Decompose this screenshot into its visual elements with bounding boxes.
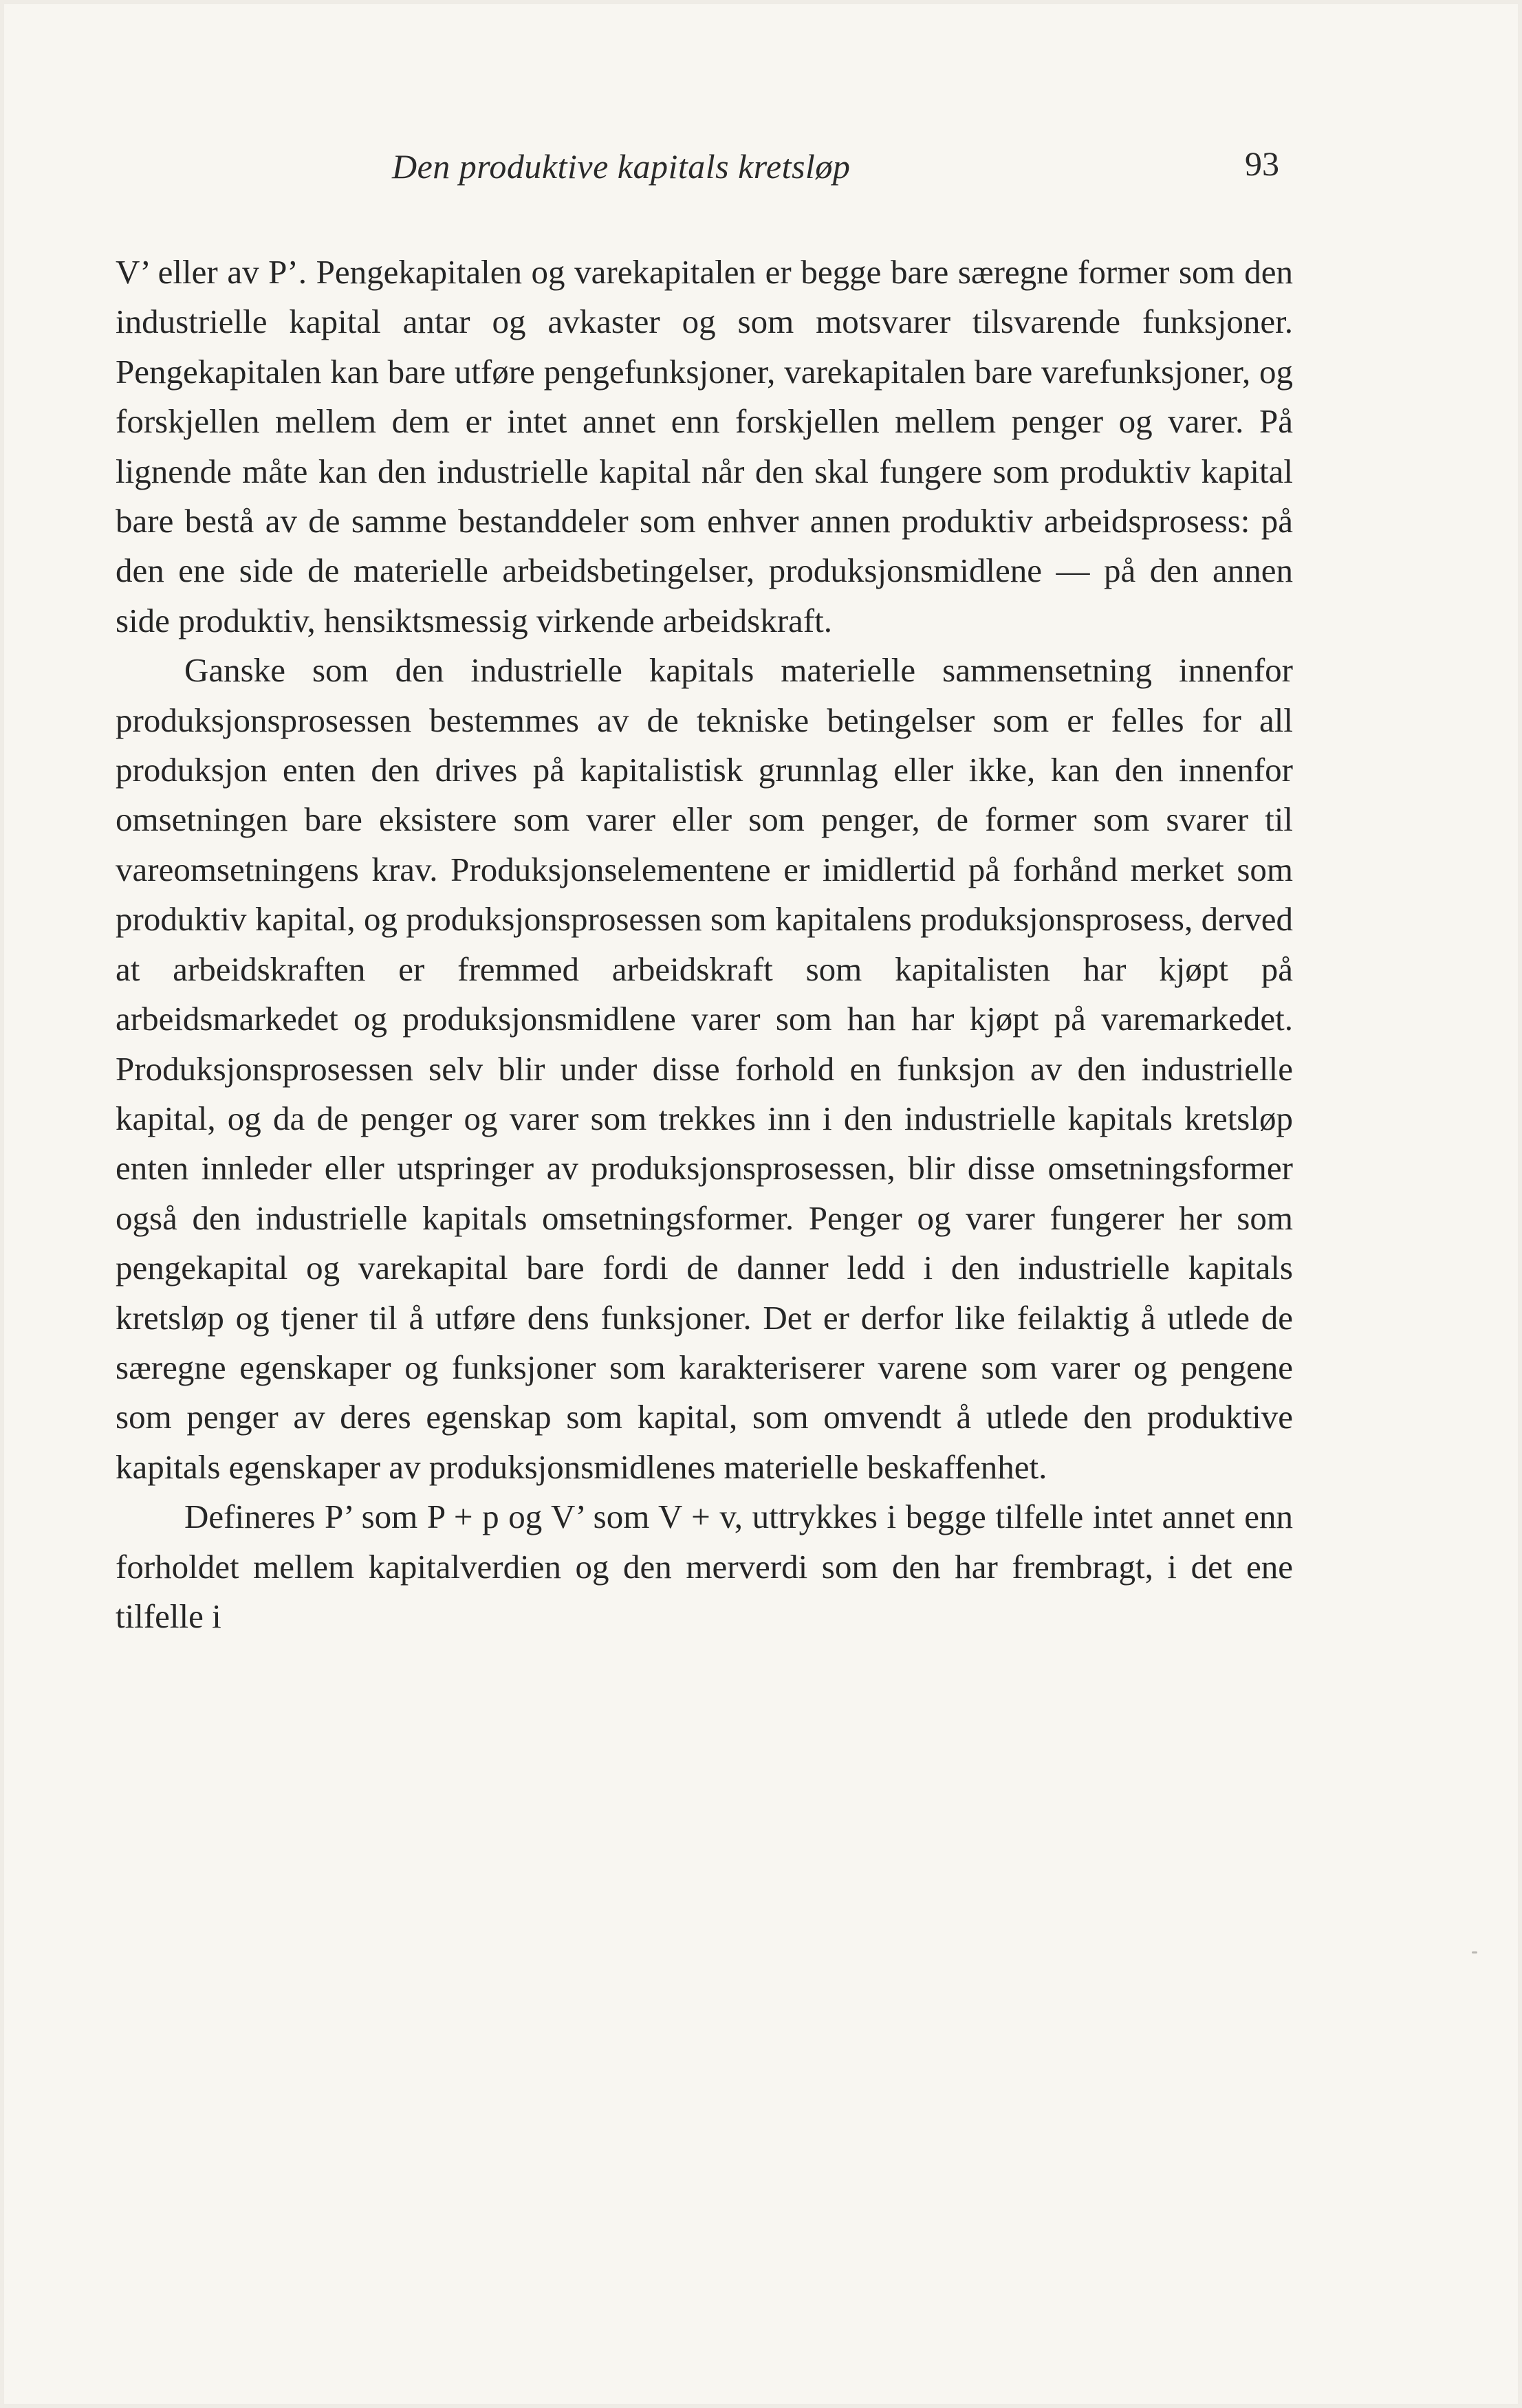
paper-speck [1472, 1951, 1477, 1953]
body-text [116, 248, 1293, 1641]
running-head [0, 141, 1522, 210]
paragraph-1: V’ eller av P’. Pengekapitalen og varekapitalen er begge bare særegne former som den industrielle kapital antar og avkaster og som motsvarer tilsvarende funksjoner. Pengekapitalen kan bare utføre pengefunksjoner, varekapitalen bare varefunksjoner, og forskjellen mellem dem er intet annet enn forskjellen mellem penger og varer. På lignende måte kan den industrielle kapital når den skal fungere som produktiv kapital bare bestå av de samme bestanddeler som enhver annen produktiv arbeidsprosess: på den ene side de materielle arbeidsbetingelser, produksjonsmidlene — på den annen side produktiv, hensiktsmessig virkende arbeidskraft. [116, 253, 1293, 639]
page-number: 93 [1245, 144, 1279, 183]
paragraph-3: Defineres P’ som P + p og V’ som V + v, uttrykkes i begge tilfelle intet annet enn forholdet mellem kapitalverdien og den merverdi som den har frembragt, i det ene tilfelle i [116, 1498, 1293, 1635]
paragraph-2: Ganske som den industrielle kapitals materielle sammensetning innenfor produksjonsprosessen bestemmes av de tekniske betingelser som er felles for all produksjon enten den drives på kapitalistisk grunnlag eller ikke, kan den innenfor omsetningen bare eksistere som varer eller som penger, de former som svarer til vareomsetningens krav. Produksjonselementene er imidlertid på forhånd merket som produktiv kapital, og produksjonsprosessen som kapitalens produksjonsprosess, derved at arbeidskraften er fremmed arbeidskraft som kapitalisten har kjøpt på arbeidsmarkedet og produksjonsmidlene varer som han har kjøpt på varemarkedet. Produksjonsprosessen selv blir under disse forhold en funksjon av den industrielle kapital, og da de penger og varer som trekkes inn i den industrielle kapitals kretsløp enten innleder eller utspringer av produksjonsprosessen, blir disse omsetningsformer også den industrielle kapitals omsetningsformer. Penger og varer fungerer her som pengekapital og varekapital bare fordi de danner ledd i den industrielle kapitals kretsløp og tjener til å utføre dens funksjoner. Det er derfor like feilaktig å utlede de særegne egenskaper og funksjoner som karakteriserer varene som varer og pengene som penger av deres egenskap som kapital, som omvendt å utlede den produktive kapitals egenskaper av produksjonsmidlenes materielle beskaffenhet. [116, 651, 1293, 1486]
running-title: Den produktive kapitals kretsløp [392, 147, 851, 186]
